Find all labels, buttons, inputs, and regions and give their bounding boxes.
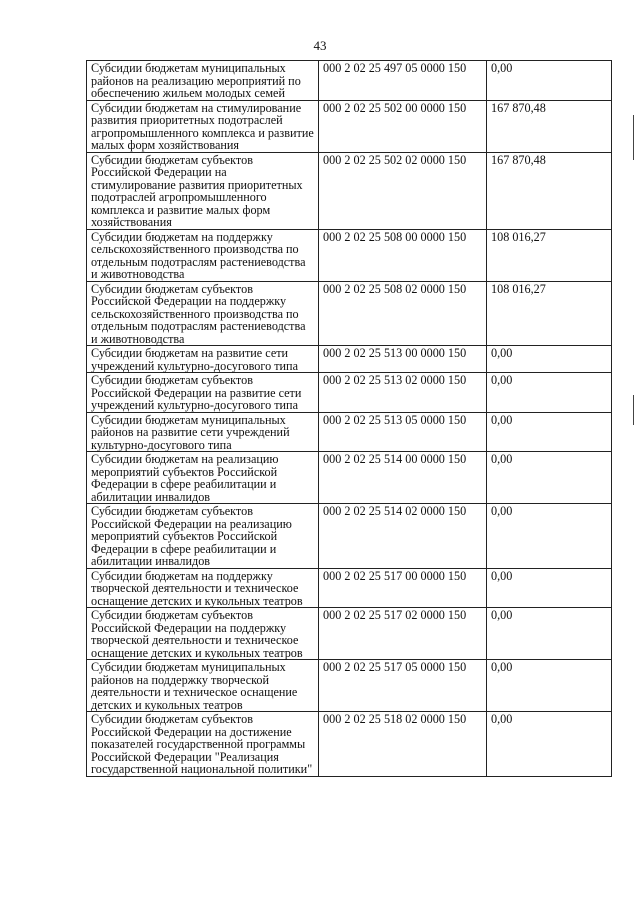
row-name-cell: Субсидии бюджетам на развитие сети учреждений культурно-досугового типа — [87, 346, 319, 373]
row-code-cell: 000 2 02 25 517 02 0000 150 — [319, 608, 487, 660]
row-amount-cell: 0,00 — [487, 712, 612, 777]
row-name-cell: Субсидии бюджетам субъектов Российской Федерации на достижение показателей государственной программы Российской Федерации "Реализация государственной национальной политики" — [87, 712, 319, 777]
row-code-cell: 000 2 02 25 508 02 0000 150 — [319, 281, 487, 346]
row-code-cell: 000 2 02 25 513 05 0000 150 — [319, 412, 487, 452]
row-amount-cell: 0,00 — [487, 660, 612, 712]
row-code-cell: 000 2 02 25 502 02 0000 150 — [319, 152, 487, 229]
row-code-cell: 000 2 02 25 497 05 0000 150 — [319, 61, 487, 101]
row-amount-cell: 108 016,27 — [487, 281, 612, 346]
row-code-cell: 000 2 02 25 502 00 0000 150 — [319, 100, 487, 152]
row-name-cell: Субсидии бюджетам муниципальных районов на поддержку творческой деятельности и техническое оснащение детских и кукольных театров — [87, 660, 319, 712]
margin-scan-mark — [633, 115, 634, 160]
row-code-cell: 000 2 02 25 514 02 0000 150 — [319, 504, 487, 569]
row-code-cell: 000 2 02 25 513 02 0000 150 — [319, 373, 487, 413]
row-name-cell: Субсидии бюджетам на реализацию мероприятий субъектов Российской Федерации в сфере реабилитации и абилитации инвалидов — [87, 452, 319, 504]
row-name-cell: Субсидии бюджетам субъектов Российской Федерации на развитие сети учреждений культурно-досугового типа — [87, 373, 319, 413]
table-row — [87, 229, 612, 281]
row-name-cell: Субсидии бюджетам субъектов Российской Федерации на стимулирование развития приоритетных подотраслей агропромышленного комплекса и развитие малых форм хозяйствования — [87, 152, 319, 229]
row-name-cell: Субсидии бюджетам муниципальных районов на реализацию мероприятий по обеспечению жильем молодых семей — [87, 61, 319, 101]
row-amount-cell: 167 870,48 — [487, 152, 612, 229]
table-row — [87, 568, 612, 608]
row-name-cell: Субсидии бюджетам на стимулирование развития приоритетных подотраслей агропромышленного комплекса и развитие малых форм хозяйствования — [87, 100, 319, 152]
row-name-cell: Субсидии бюджетам на поддержку творческой деятельности и техническое оснащение детских и кукольных театров — [87, 568, 319, 608]
row-amount-cell: 0,00 — [487, 373, 612, 413]
row-amount-cell: 0,00 — [487, 504, 612, 569]
table-row — [87, 452, 612, 504]
table-row — [87, 608, 612, 660]
row-code-cell: 000 2 02 25 517 05 0000 150 — [319, 660, 487, 712]
table-row — [87, 152, 612, 229]
budget-table — [86, 60, 612, 777]
row-code-cell: 000 2 02 25 514 00 0000 150 — [319, 452, 487, 504]
row-amount-cell: 0,00 — [487, 608, 612, 660]
row-name-cell: Субсидии бюджетам субъектов Российской Федерации на поддержку сельскохозяйственного производства по отдельным подотраслям растениеводства и животноводства — [87, 281, 319, 346]
row-code-cell: 000 2 02 25 513 00 0000 150 — [319, 346, 487, 373]
table-row — [87, 504, 612, 569]
table-body — [87, 61, 612, 777]
row-name-cell: Субсидии бюджетам муниципальных районов на развитие сети учреждений культурно-досугового типа — [87, 412, 319, 452]
table-row — [87, 100, 612, 152]
row-name-cell: Субсидии бюджетам на поддержку сельскохозяйственного производства по отдельным подотраслям растениеводства и животноводства — [87, 229, 319, 281]
row-name-cell: Субсидии бюджетам субъектов Российской Федерации на поддержку творческой деятельности и техническое оснащение детских и кукольных театров — [87, 608, 319, 660]
margin-scan-mark — [633, 395, 634, 425]
row-amount-cell: 167 870,48 — [487, 100, 612, 152]
row-amount-cell: 0,00 — [487, 452, 612, 504]
row-code-cell: 000 2 02 25 518 02 0000 150 — [319, 712, 487, 777]
page-number: 43 — [313, 38, 327, 53]
table-row — [87, 373, 612, 413]
row-code-cell: 000 2 02 25 508 00 0000 150 — [319, 229, 487, 281]
table-row — [87, 412, 612, 452]
table-row — [87, 281, 612, 346]
table-row — [87, 346, 612, 373]
table-row — [87, 61, 612, 101]
row-amount-cell: 0,00 — [487, 346, 612, 373]
row-amount-cell: 0,00 — [487, 412, 612, 452]
table-row — [87, 660, 612, 712]
row-amount-cell: 0,00 — [487, 61, 612, 101]
row-amount-cell: 0,00 — [487, 568, 612, 608]
row-code-cell: 000 2 02 25 517 00 0000 150 — [319, 568, 487, 608]
table-row — [87, 712, 612, 777]
row-name-cell: Субсидии бюджетам субъектов Российской Федерации на реализацию мероприятий субъектов Российской Федерации в сфере реабилитации и абилитации инвалидов — [87, 504, 319, 569]
row-amount-cell: 108 016,27 — [487, 229, 612, 281]
